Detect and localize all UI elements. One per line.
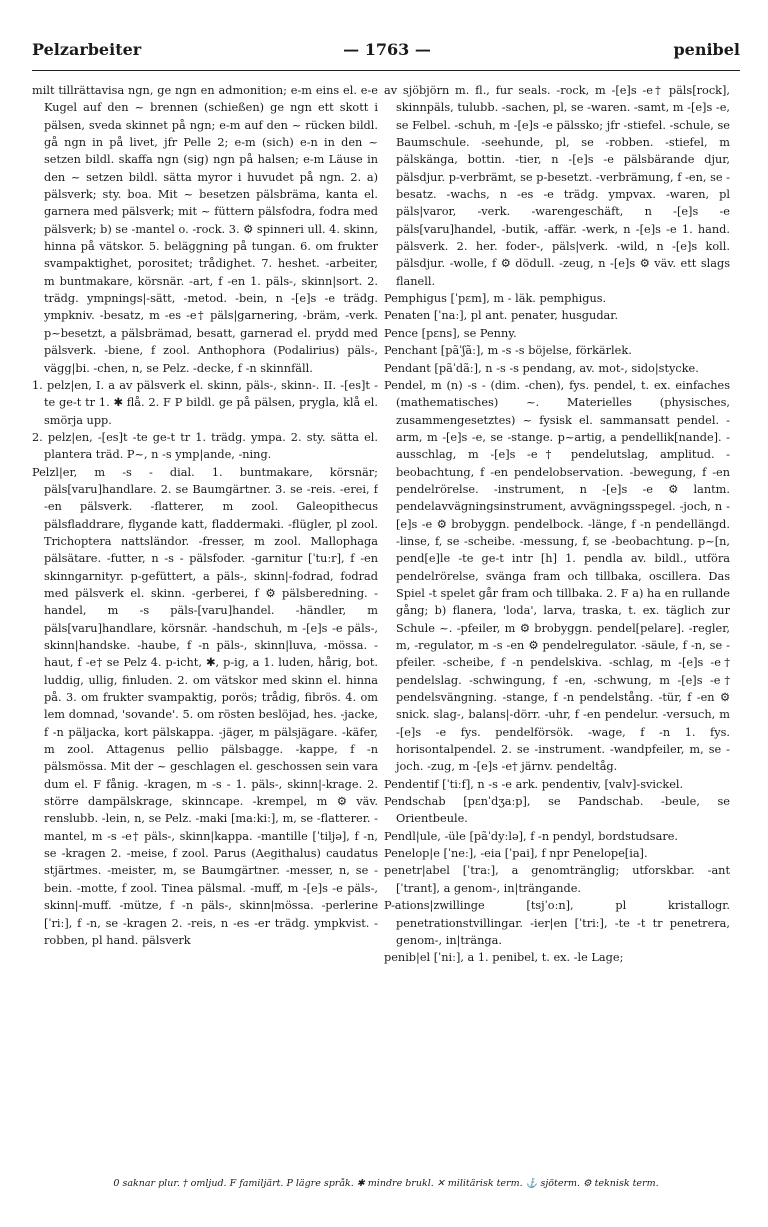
left-column (32, 82, 378, 1164)
entry-paragraph: 2. pelz|en, -[es]t -te ge-t tr 1. trädg. ympa. 2. sty. sätta el. plantera träd. P~, n -s ymp|ande, -ning. (32, 430, 378, 462)
entry-paragraph: Pelzl|er, m -s - dial. 1. buntmakare, körsnär; päls[varu]handlare. 2. se Baumgärtner. 3. se -reis. -erei, f -en pälsverk. -flatterer, m zool. Galeopithecus pälsfladdrare, flygande katt, fladdermaki. -flügler, pl zool. Trichoptera nattsländor. -fresser, m zool. Mallophaga pälsätare. -futter, n -s - pälsfoder. -garnitur [ˈtuːr], f -en skinngarnityr. p-gefüttert, a päls-, skinn|-fodrad, fodrad med pälsverk el. skinn. -gerberei, f ⚙ pälsberedning. -handel, m -s päls-[varu]handel. -händler, m päls[varu]handlare, körsnär. -handschuh, m -[e]s -e päls-, skinn|handske. -haube, f -n päls-, skinn|luva, -mössa. -haut, f -e† se Pelz 4. p-icht, ✱, p-ig, a 1. luden, hårig, bot. luddig, ullig, finluden. 2. om vätskor med skinn el. hinna på. 3. om frukter svampaktig, porös; trådig, fibrös. 4. om lem domnad, 'sovande'. 5. om rösten beslöjad, hes. -jacke, f -n päljacka, kort pälskappa. -jäger, m pälsjägare. -käfer, m zool. Attagenus pellio pälsbagge. -kappe, f -n pälsmössa. Mit der ~ geschlagen el. geschossen sein vara dum el. F fånig. -kragen, m -s - 1. päls-, skinn|-krage. 2. större dampälskrage, skinncape. -krempel, m ⚙ väv. renslubb. -lein, n, se Pelz. -maki [maːkiː], m, se -flatterer. -mantel, m -s -e† päls-, skinn|kappa. -mantille [ˈtiljə], f -n, se -kragen 2. -meise, f zool. Parus (Aegithalus) caudatus stjärtmes. -meister, m, se Baumgärtner. -messer, n, se -bein. -motte, f zool. Tinea pälsmal. -muff, m -[e]s -e päls-, skinn|-muff. -mütze, f -n päls-, skinn|mössa. -perlerine [ˈriː], f -n, se -kragen 2. -reis, n -es -er trädg. ympkvist. -robben, pl hand. pälsverk (32, 465, 378, 947)
entry-paragraph: Penaten [ˈnaː], pl ant. penater, husgudar. (384, 309, 619, 323)
entry-paragraph: Pence [pɛns], se Penny. (384, 326, 517, 340)
entry-paragraph: 1. pelz|en, I. a av pälsverk el. skinn, päls-, skinn-. II. -[es]t -te ge-t tr 1. ✱ flå. 2. F P bildl. ge på pälsen, prygla, klå el. smörja upp. (32, 378, 378, 427)
entry-paragraph: Pendant [pãˈdãː], n -s -s pendang, av. mot-, sido|stycke. (384, 361, 699, 375)
right-column (384, 82, 730, 1164)
entry-paragraph: Pemphigus [ˈpɛm], m - läk. pemphigus. (384, 292, 607, 306)
entry-paragraph: milt tillrättavisa ngn, ge ngn en admonition; e-m eins el. e-e Kugel auf den ~ brennen (schießen) ge ngn ett skott i pälsen, sveda skinnet på ngn; e-m auf den ~ rücken bildl. gå ngn in på livet, jfr Pelle 2; e-m (sich) e-n in den ~ setzen bildl. skaffa ngn (sig) ngn på halsen; e-m Läuse in den ~ setzen bildl. sätta myror i huvudet på ngn. 2. a) pälsverk; sty. boa. Mit ~ besetzen pälsbräma, kanta el. garnera med pälsverk; mit ~ füttern pälsfodra, fodra med pälsverk; b) se -mantel o. -rock. 3. ⚙ spinneri ull. 4. skinn, hinna på vätskor. 5. beläggning på tungan. 6. om frukter svampaktighet, porositet; trådighet. 7. heshet. -arbeiter, m buntmakare, körsnär. -art, f -en 1. päls-, skinn|sort. 2. trädg. ympnings|-sätt, -metod. -bein, n -[e]s -e trädg. ympkniv. -besatz, m -es -e† päls|garnering, -bräm, -verk. p~besetzt, a pälsbrämad, besatt, garnerad el. prydd med pälsverk. -biene, f zool. Anthophora (Podalirius) päls-, vägg|bi. -chen, n, se Pelz. -decke, f -n skinnfäll. (32, 84, 378, 375)
entry-paragraph: av sjöbjörn m. fl., fur seals. -rock, m -[e]s -e† päls[rock], skinnpäls, tulubb. -sachen, pl, se -waren. -samt, m -[e]s -e, se Felbel. -schuh, m -[e]s -e pälssko; jfr -stiefel. -schule, se Baumschule. -seehunde, pl, se -robben. -stiefel, m pälskänga, bottin. -tier, n -[e]s -e pälsbärande djur, pälsdjur. p-verbrämt, se p-besetzt. -verbrämung, f -en, se -besatz. -wachs, n -es -e trädg. ympvax. -waren, pl päls|varor, -verk. -warengeschäft, n -[e]s -e päls[varu]handel, -butik, -affär. -werk, n -[e]s -e 1. hand. pälsverk. 2. her. foder-, päls|verk. -wild, n -[e]s koll. pälsdjur. -wolle, f ⚙ dödull. -zeug, n -[e]s ⚙ väv. ett slags flanell. (384, 84, 730, 288)
header-rule (32, 70, 740, 71)
abbreviation-legend: 0 saknar plur. † omljud. F familjärt. P lägre språk. ✱ mindre brukl. ✕ militärisk term. ⚓ sjöterm. ⚙ teknisk term. (113, 1178, 659, 1189)
entry-paragraph: Penelop|e [ˈneː], -eia [ˈpai], f npr Penelope[ia]. (384, 847, 648, 861)
page-number: — 1763 — (343, 40, 431, 59)
entry-paragraph: penetr|abel [ˈtraː], a genomtränglig; utforskbar. -ant [ˈtrant], a genom-, in|trängande. (384, 864, 730, 895)
entry-paragraph: penib|el [ˈniː], a 1. penibel, t. ex. -le Lage; (384, 951, 624, 965)
entry-paragraph: Penchant [pãˈʃãː], m -s -s böjelse, förkärlek. (384, 344, 632, 358)
entry-paragraph: Pendl|ule, -üle [pãˈdyːlə], f -n pendyl, bordstudsare. (384, 829, 679, 843)
entry-paragraph: Pendel, m (n) -s - (dim. -chen), fys. pendel, t. ex. einfaches (mathematisches) ~. Materielles (physisches, zusammengesetztes) ~ fysisk el. sammansatt pendel. -arm, m -[e]s -e, se -stange. p~artig, a pendellik[nande]. -ausschlag, m -[e]s -e† pendelutslag, amplitud. -beobachtung, f -en pendelobservation. -bewegung, f -en pendelrörelse. -instrument, n -[e]s -e ⚙ lantm. pendelavvägningsinstrument, avvägningsspegel. -joch, n -[e]s -e ⚙ brobyggn. pendelbock. -länge, f -n pendellängd. -linse, f, se -scheibe. -messung, f, se -beobachtung. p~[n, pend[e]le -te ge-t intr [h] 1. pendla av. bildl., utföra pendelrörelse, svänga fram och tillbaka, oscillera. Das Spiel -t spelet går fram och tillbaka. 2. F a) ha en rullande gång; b) flanera, 'loda', larva, traska, t. ex. täglich zur Schule ~. -pfeiler, m ⚙ brobyggn. pendel[pelare]. -regler, m, -regulator, m -s -en ⚙ pendelregulator. -säule, f -n, se -pfeiler. -scheibe, f -n pendelskiva. -schlag, m -[e]s -e† pendelslag. -schwingung, f -en, -schwung, m -[e]s -e† pendelsvängning. -stange, f -n pendelstång. -tür, f -en ⚙ snick. slag-, balans|-dörr. -uhr, f -en pendelur. -versuch, m -[e]s -e fys. pendelförsök. -wage, f -n 1. fys. horisontalpendel. 2. se -instrument. -wandpfeiler, m, se -joch. -zug, m -[e]s -e† järnv. pendeltåg. (384, 378, 730, 774)
entry-paragraph: Pendentif [ˈtiːf], n -s -e ark. pendentiv, [valv]-svickel. (384, 777, 684, 791)
header-right-guideword: penibel (673, 40, 740, 59)
entry-paragraph: P-ations|zwillinge [tsjˈoːn], pl kristallogr. penetrationstvillingar. -ier|en [ˈtriː], -te -t tr penetrera, genom-, in|tränga. (384, 899, 730, 947)
page-header (32, 40, 740, 66)
entry-paragraph: Pendschab [pɛnˈdʒaːp], se Pandschab. -beule, se Orientbeule. (384, 795, 730, 826)
header-left-guideword: Pelzarbeiter (32, 40, 142, 59)
